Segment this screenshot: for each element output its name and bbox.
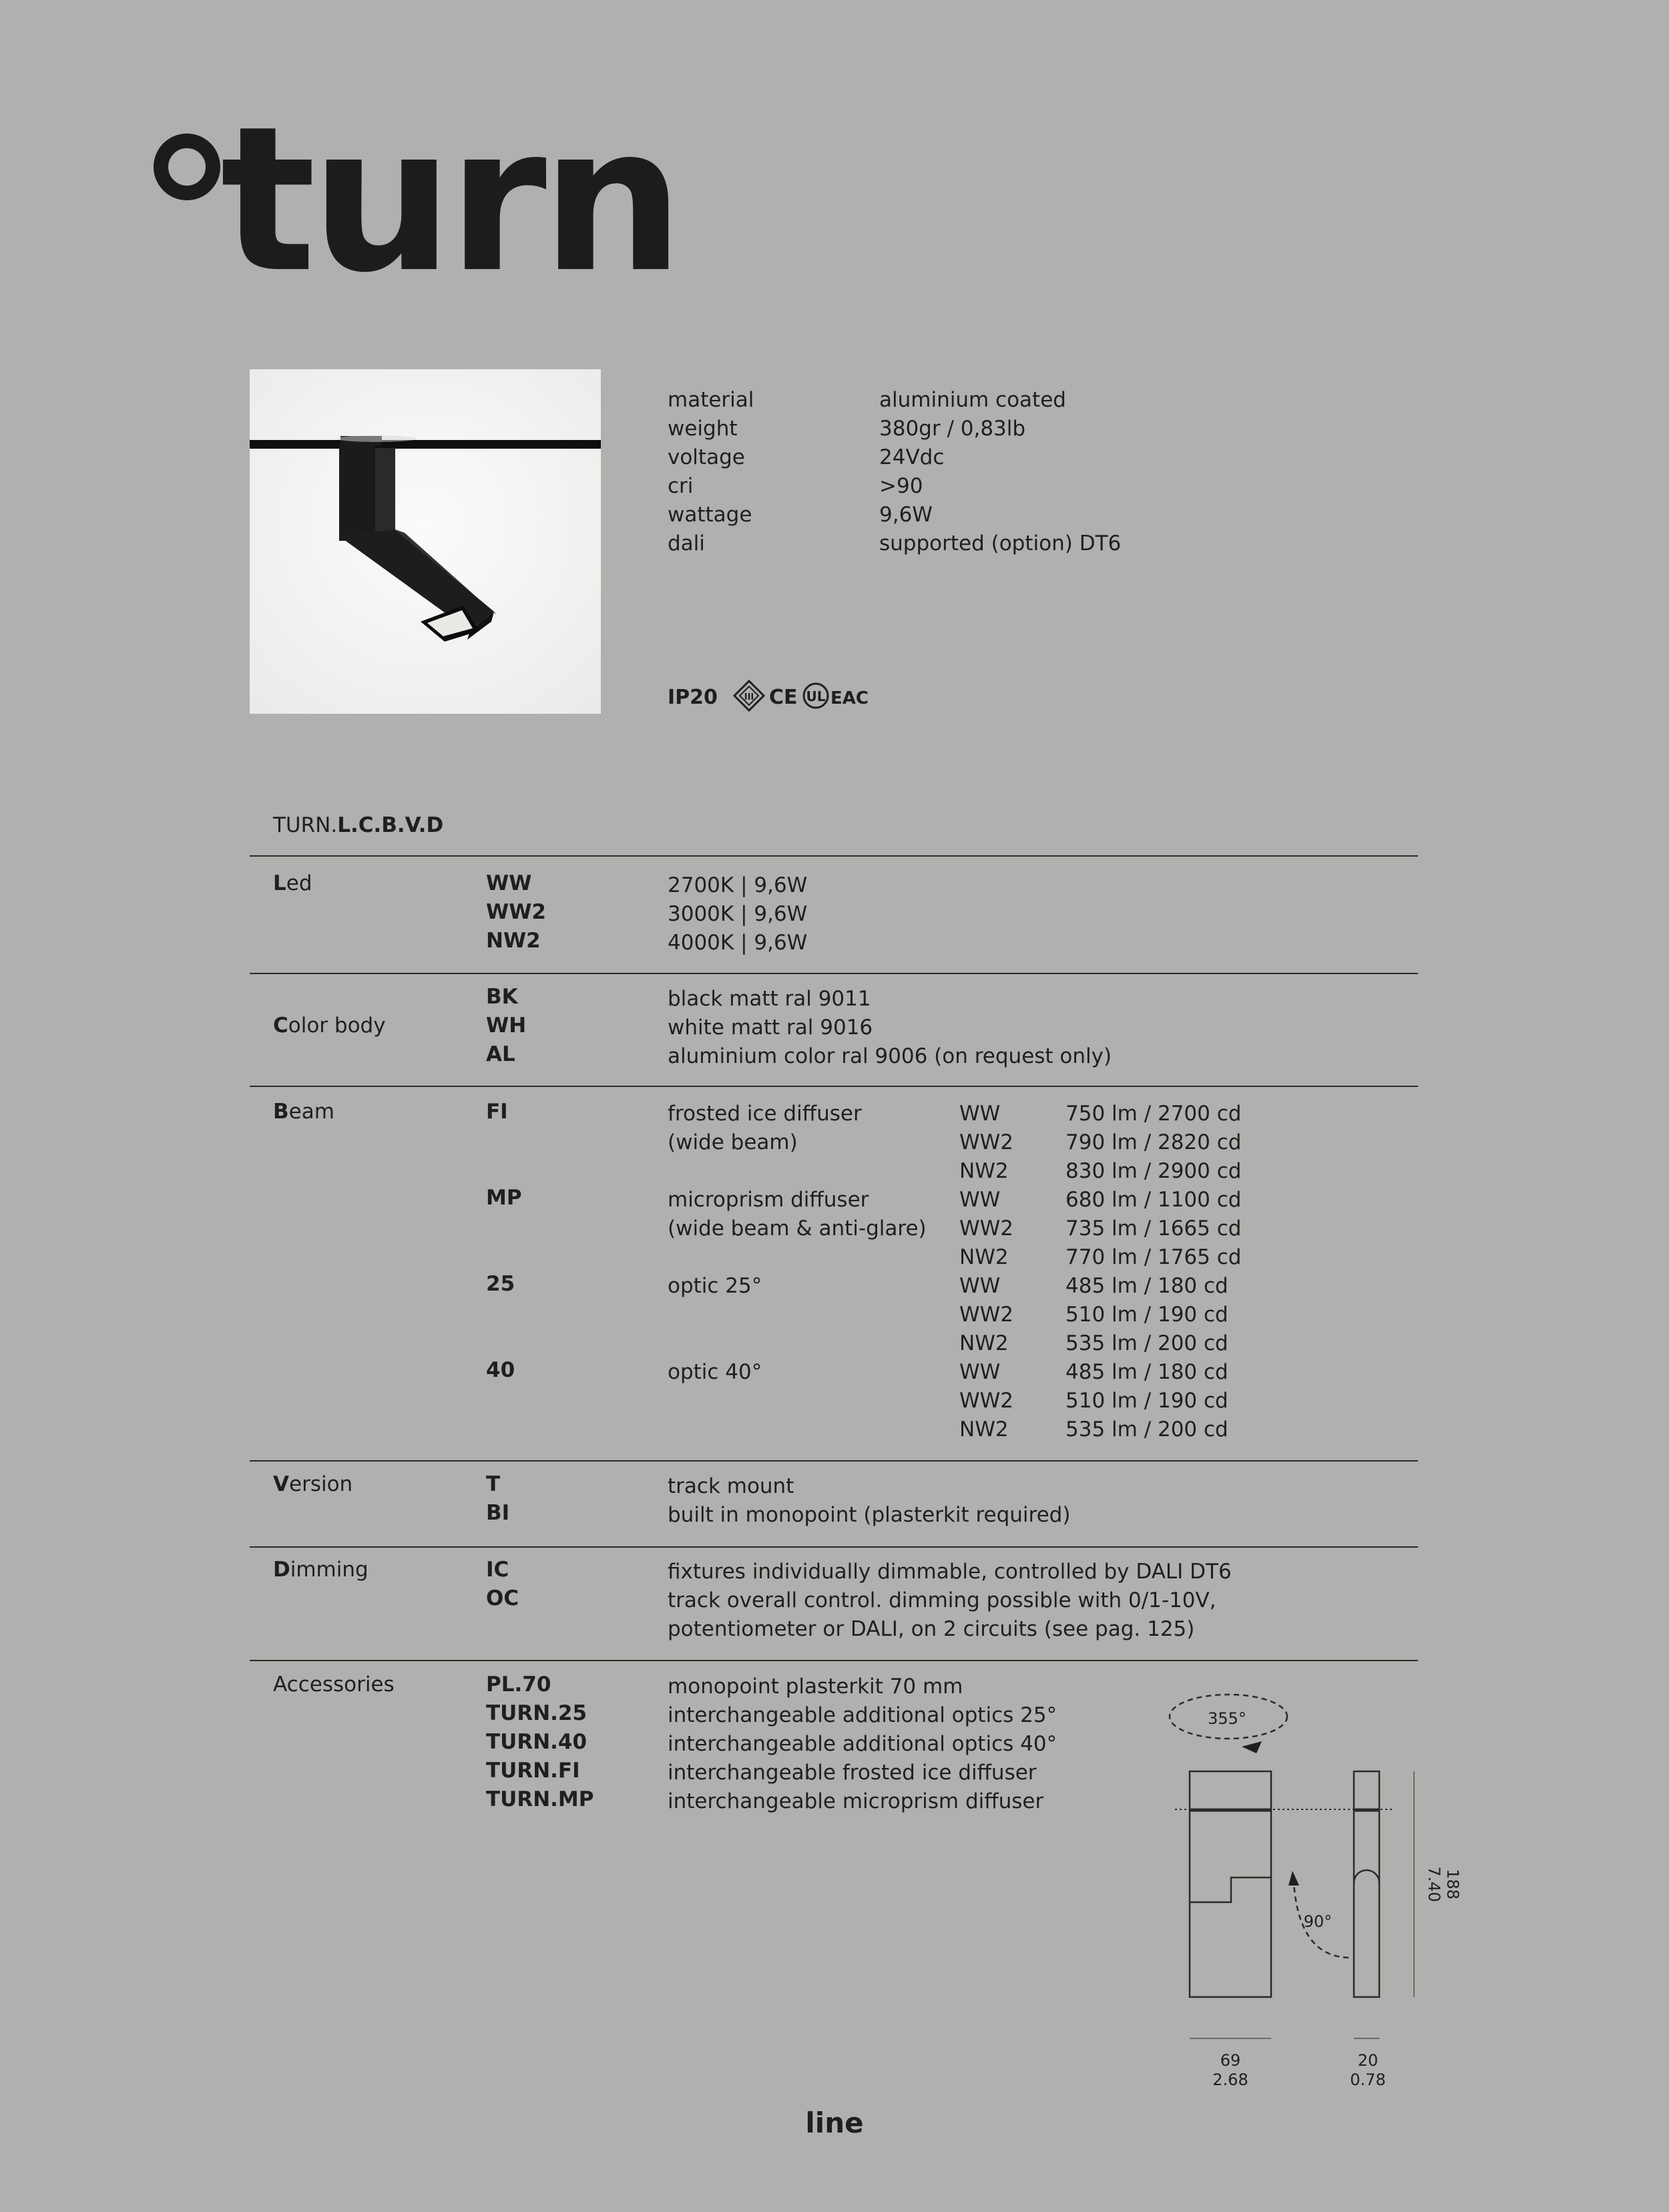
- technical-drawing: [1148, 1683, 1482, 2096]
- section-label-led: Led: [273, 871, 312, 895]
- footer-collection-name: line: [805, 2107, 864, 2139]
- rotation-angle: 355°: [1208, 1709, 1246, 1728]
- beam-codes: FI MP 25 40: [486, 1100, 522, 1382]
- divider: [250, 1460, 1418, 1462]
- led-descriptions: 2700K | 9,6W 3000K | 9,6W 4000K | 9,6W: [668, 873, 808, 955]
- class-iii-icon: [734, 681, 764, 710]
- width-in: 2.68: [1212, 2070, 1248, 2089]
- brand-wordmark: turn: [220, 83, 679, 316]
- accessory-descriptions: monopoint plasterkit 70 mm interchangeable additional optics 25° interchangeable additional optics 40° interchangeable frosted ice diffuser interchangeable microprism diffuser: [668, 1675, 1057, 1813]
- version-codes: T BI: [486, 1472, 510, 1525]
- depth-mm: 20: [1357, 2051, 1379, 2070]
- spec-row: wattage 9,6W: [668, 503, 933, 527]
- ul-icon: [804, 684, 828, 708]
- divider: [250, 973, 1418, 974]
- beam-output-values: 750 lm / 2700 cd 790 lm / 2820 cd 830 lm / 2900 cd 680 lm / 1100 cd 735 lm / 1665 cd 770 lm / 1765 cd 485 lm / 180 cd 510 lm / 190 cd 535 lm / 200 cd 485 lm / 180 cd 510 lm / 190 cd 535 lm / 200 cd: [1065, 1102, 1242, 1442]
- divider: [250, 1086, 1418, 1087]
- eac-mark: EAC: [830, 688, 869, 708]
- spec-row: voltage 24Vdc: [668, 445, 945, 469]
- ce-mark: CE: [769, 686, 798, 709]
- width-mm: 69: [1220, 2051, 1241, 2070]
- section-label-accessories: Accessories: [273, 1673, 395, 1697]
- section-label-dimming: Dimming: [273, 1558, 369, 1582]
- section-label-color-body: Color body: [273, 1014, 386, 1038]
- svg-text:UL: UL: [806, 688, 826, 704]
- divider: [250, 1660, 1418, 1661]
- section-label-version: Version: [273, 1472, 353, 1496]
- spec-row: cri >90: [668, 474, 923, 498]
- dimming-codes: IC OC: [486, 1558, 519, 1610]
- color-codes: BK WH AL: [486, 985, 527, 1066]
- height-in: 7.40: [1425, 1866, 1443, 1902]
- brand-logo: [147, 83, 679, 320]
- version-descriptions: track mount built in monopoint (plasterkit required): [668, 1474, 1071, 1527]
- product-photo: [250, 369, 601, 714]
- degree-symbol: [154, 134, 220, 200]
- ip-rating: IP20: [668, 686, 718, 709]
- depth-in: 0.78: [1350, 2070, 1386, 2089]
- divider: [250, 855, 1418, 857]
- certification-marks: [668, 680, 869, 712]
- beam-variants: WW WW2 NW2 WW WW2 NW2 WW WW2 NW2 WW WW2 NW2: [959, 1102, 1014, 1442]
- rotation-arrow-icon: [1242, 1741, 1262, 1753]
- led-codes: WW WW2 NW2: [486, 871, 546, 953]
- tilt-angle: 90°: [1303, 1912, 1333, 1931]
- product-code: TURN.L.C.B.V.D: [273, 813, 444, 837]
- color-descriptions: black matt ral 9011 white matt ral 9016 aluminium color ral 9006 (on request only): [668, 987, 1112, 1068]
- section-label-beam: Beam: [273, 1100, 334, 1124]
- accessory-codes: PL.70 TURN.25 TURN.40 TURN.FI TURN.MP: [486, 1673, 594, 1811]
- dimming-descriptions: fixtures individually dimmable, controlled by DALI DT6 track overall control. dimming possible with 0/1-10V, potentiometer or DALI, on 2 circuits (see pag. 125): [668, 1560, 1232, 1641]
- beam-descriptions: frosted ice diffuser (wide beam) microprism diffuser (wide beam & anti-glare) optic 25° optic 40°: [668, 1102, 927, 1384]
- svg-text:III: III: [744, 692, 754, 702]
- spec-row: weight 380gr / 0,83lb: [668, 417, 1026, 441]
- height-mm: 188: [1443, 1869, 1462, 1900]
- divider: [250, 1546, 1418, 1548]
- spec-list: [668, 386, 1121, 558]
- spec-row: dali supported (option) DT6: [668, 531, 1122, 556]
- spec-row: material aluminium coated: [668, 388, 1066, 412]
- tilt-arrow-icon: [1288, 1871, 1299, 1886]
